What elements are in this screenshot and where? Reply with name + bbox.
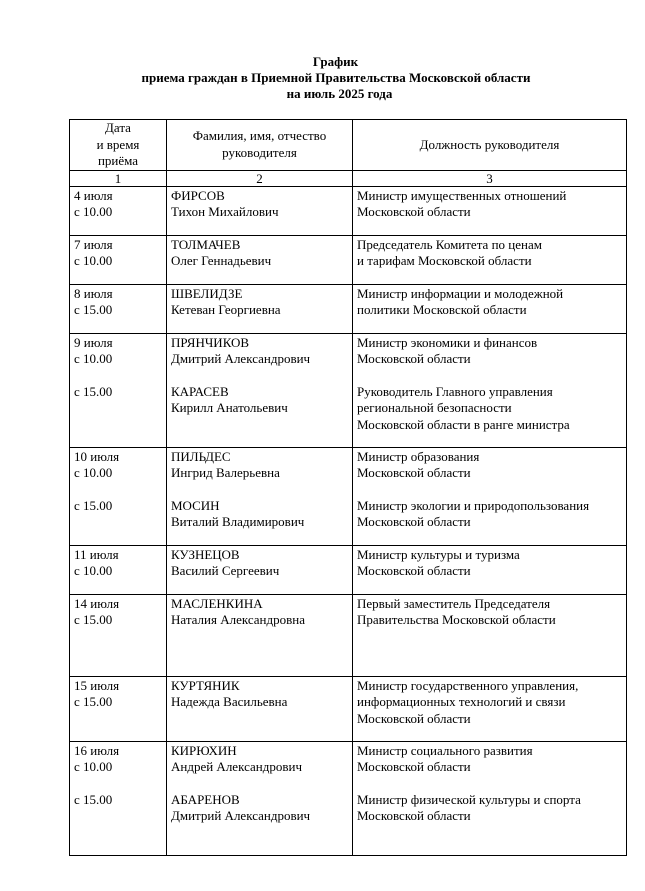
reception-time: с 10.00 (74, 563, 113, 578)
title-line-3: на июль 2025 года (286, 86, 393, 101)
table-row (70, 284, 627, 333)
reception-date: 4 июля (74, 187, 113, 203)
date-time-cell (70, 284, 167, 333)
person-given-names: Тихон Михайлович (171, 204, 279, 219)
column-number-row (70, 170, 627, 186)
person-entry (171, 334, 348, 368)
position-cell (353, 333, 627, 447)
table-row (70, 447, 627, 545)
position-entry (357, 498, 622, 531)
position-line: политики Московской области (357, 302, 527, 317)
position-cell (353, 741, 627, 855)
date-time-cell (70, 545, 167, 594)
person-surname: ПРЯНЧИКОВ (171, 334, 250, 350)
date-time-cell (70, 447, 167, 545)
table-header-row (70, 120, 627, 171)
person-cell (167, 333, 353, 447)
table-row (70, 594, 627, 676)
entry-gap (357, 368, 622, 384)
position-line: Московской области в ранге министра (357, 416, 570, 432)
date-time-cell (70, 235, 167, 284)
position-line: Министр имущественных отношений (357, 187, 567, 203)
person-given-names: Олег Геннадьевич (171, 253, 272, 268)
column-number-2: 2 (167, 170, 353, 186)
entry-gap (171, 368, 348, 384)
position-entry (357, 677, 622, 728)
position-line: Министр социального развития (357, 742, 533, 758)
person-surname: ФИРСОВ (171, 187, 225, 203)
reception-date: 11 июля (74, 546, 119, 562)
entry-gap (74, 776, 162, 792)
person-given-names: Надежда Васильевна (171, 694, 288, 709)
date-time-cell (70, 333, 167, 447)
position-line: Руководитель Главного управления (357, 383, 553, 399)
position-entry (357, 334, 622, 368)
position-line: Московской области (357, 710, 471, 726)
person-given-names: Андрей Александрович (171, 759, 302, 774)
position-line: Министр образования (357, 448, 480, 464)
column-number-1: 1 (70, 170, 167, 186)
position-entry (357, 187, 622, 221)
person-cell (167, 235, 353, 284)
reception-date: 7 июля (74, 236, 113, 252)
position-line: Министр информации и молодежной (357, 285, 564, 301)
position-line: Министр государственного управления, (357, 677, 579, 693)
position-line: Правительства Московской области (357, 612, 556, 627)
position-line: Первый заместитель Председателя (357, 595, 551, 611)
person-entry (171, 384, 348, 417)
position-line: Московской области (357, 563, 471, 578)
position-line: Московской области (357, 808, 471, 823)
person-cell (167, 741, 353, 855)
table-row (70, 186, 627, 235)
table-row (70, 676, 627, 741)
reception-time: с 15.00 (74, 383, 113, 399)
position-cell (353, 186, 627, 235)
position-cell (353, 676, 627, 741)
person-given-names: Кетеван Георгиевна (171, 302, 281, 317)
position-cell (353, 284, 627, 333)
table-row (70, 741, 627, 855)
reception-time: с 10.00 (74, 351, 113, 366)
position-line: информационных технологий и связи (357, 694, 566, 709)
column-number-3: 3 (353, 170, 627, 186)
person-given-names: Кирилл Анатольевич (171, 400, 288, 415)
person-surname: ТОЛМАЧЕВ (171, 236, 241, 252)
person-surname: МОСИН (171, 497, 220, 513)
person-surname: МАСЛЕНКИНА (171, 595, 263, 611)
entry-gap (74, 368, 162, 384)
entry-gap (171, 776, 348, 792)
position-line: Московской области (357, 351, 471, 366)
date-time-cell (70, 741, 167, 855)
column-header-position: Должность руководителя (353, 120, 627, 171)
column-header-date: Дата и время приёма (70, 120, 167, 171)
date-time-cell (70, 186, 167, 235)
reception-date: 9 июля (74, 334, 113, 350)
position-line: Московской области (357, 759, 471, 774)
position-entry (357, 384, 622, 434)
position-entry (357, 236, 622, 270)
reception-time: с 10.00 (74, 759, 113, 774)
position-line: Московской области (357, 204, 471, 219)
table-row (70, 545, 627, 594)
person-cell (167, 676, 353, 741)
reception-time: с 10.00 (74, 465, 113, 480)
column-header-name: Фамилия, имя, отчество руководителя (167, 120, 353, 171)
reception-time: с 15.00 (74, 694, 113, 709)
person-entry (171, 546, 348, 580)
entry-gap (357, 482, 622, 498)
schedule-table (69, 119, 627, 856)
person-entry (171, 792, 348, 825)
position-line: Министр физической культуры и спорта (357, 791, 581, 807)
person-entry (171, 285, 348, 319)
person-surname: КУРТЯНИК (171, 677, 240, 693)
reception-time: с 15.00 (74, 791, 113, 807)
title-line-2: приема граждан в Приемной Правительства Московской области (141, 70, 531, 85)
reception-time: с 10.00 (74, 204, 113, 219)
position-cell (353, 545, 627, 594)
person-surname: АБАРЕНОВ (171, 791, 240, 807)
person-cell (167, 284, 353, 333)
position-line: Московской области (357, 514, 471, 529)
entry-gap (171, 482, 348, 498)
person-entry (171, 595, 348, 629)
position-entry (357, 285, 622, 319)
person-cell (167, 545, 353, 594)
position-cell (353, 594, 627, 676)
position-entry (357, 742, 622, 776)
person-entry (171, 677, 348, 711)
title-line-1: График (312, 54, 359, 69)
position-line: Министр экономики и финансов (357, 334, 538, 350)
reception-time: с 10.00 (74, 253, 113, 268)
person-given-names: Наталия Александровна (171, 612, 305, 627)
reception-date: 8 июля (74, 285, 113, 301)
date-time-cell (70, 594, 167, 676)
person-cell (167, 447, 353, 545)
reception-time: с 15.00 (74, 302, 113, 317)
position-entry (357, 792, 622, 825)
position-line: и тарифам Московской области (357, 253, 532, 268)
person-given-names: Ингрид Валерьевна (171, 465, 280, 480)
position-entry (357, 546, 622, 580)
person-entry (171, 187, 348, 221)
person-given-names: Виталий Владимирович (171, 514, 305, 529)
person-entry (171, 498, 348, 531)
position-line: Московской области (357, 465, 471, 480)
entry-gap (74, 482, 162, 498)
position-cell (353, 447, 627, 545)
entry-gap (357, 776, 622, 792)
position-line: Министр экологии и природопользования (357, 497, 590, 513)
table-row (70, 333, 627, 447)
person-cell (167, 594, 353, 676)
person-surname: ШВЕЛИДЗЕ (171, 285, 243, 301)
reception-date: 14 июля (74, 595, 120, 611)
person-entry (171, 742, 348, 776)
reception-date: 15 июля (74, 677, 120, 693)
person-entry (171, 236, 348, 270)
person-given-names: Василий Сергеевич (171, 563, 280, 578)
position-entry (357, 595, 622, 629)
position-entry (357, 448, 622, 482)
position-line: Министр культуры и туризма (357, 546, 520, 562)
person-surname: ПИЛЬДЕС (171, 448, 231, 464)
reception-date: 16 июля (74, 742, 120, 758)
person-cell (167, 186, 353, 235)
person-given-names: Дмитрий Александрович (171, 351, 311, 366)
reception-time: с 15.00 (74, 497, 113, 513)
position-cell (353, 235, 627, 284)
person-given-names: Дмитрий Александрович (171, 808, 311, 823)
position-line: региональной безопасности (357, 400, 512, 415)
table-row (70, 235, 627, 284)
person-entry (171, 448, 348, 482)
document-title (0, 54, 645, 102)
person-surname: КУЗНЕЦОВ (171, 546, 240, 562)
position-line: Председатель Комитета по ценам (357, 236, 542, 252)
reception-date: 10 июля (74, 448, 120, 464)
reception-time: с 15.00 (74, 612, 113, 627)
person-surname: КАРАСЕВ (171, 383, 229, 399)
person-surname: КИРЮХИН (171, 742, 237, 758)
date-time-cell (70, 676, 167, 741)
